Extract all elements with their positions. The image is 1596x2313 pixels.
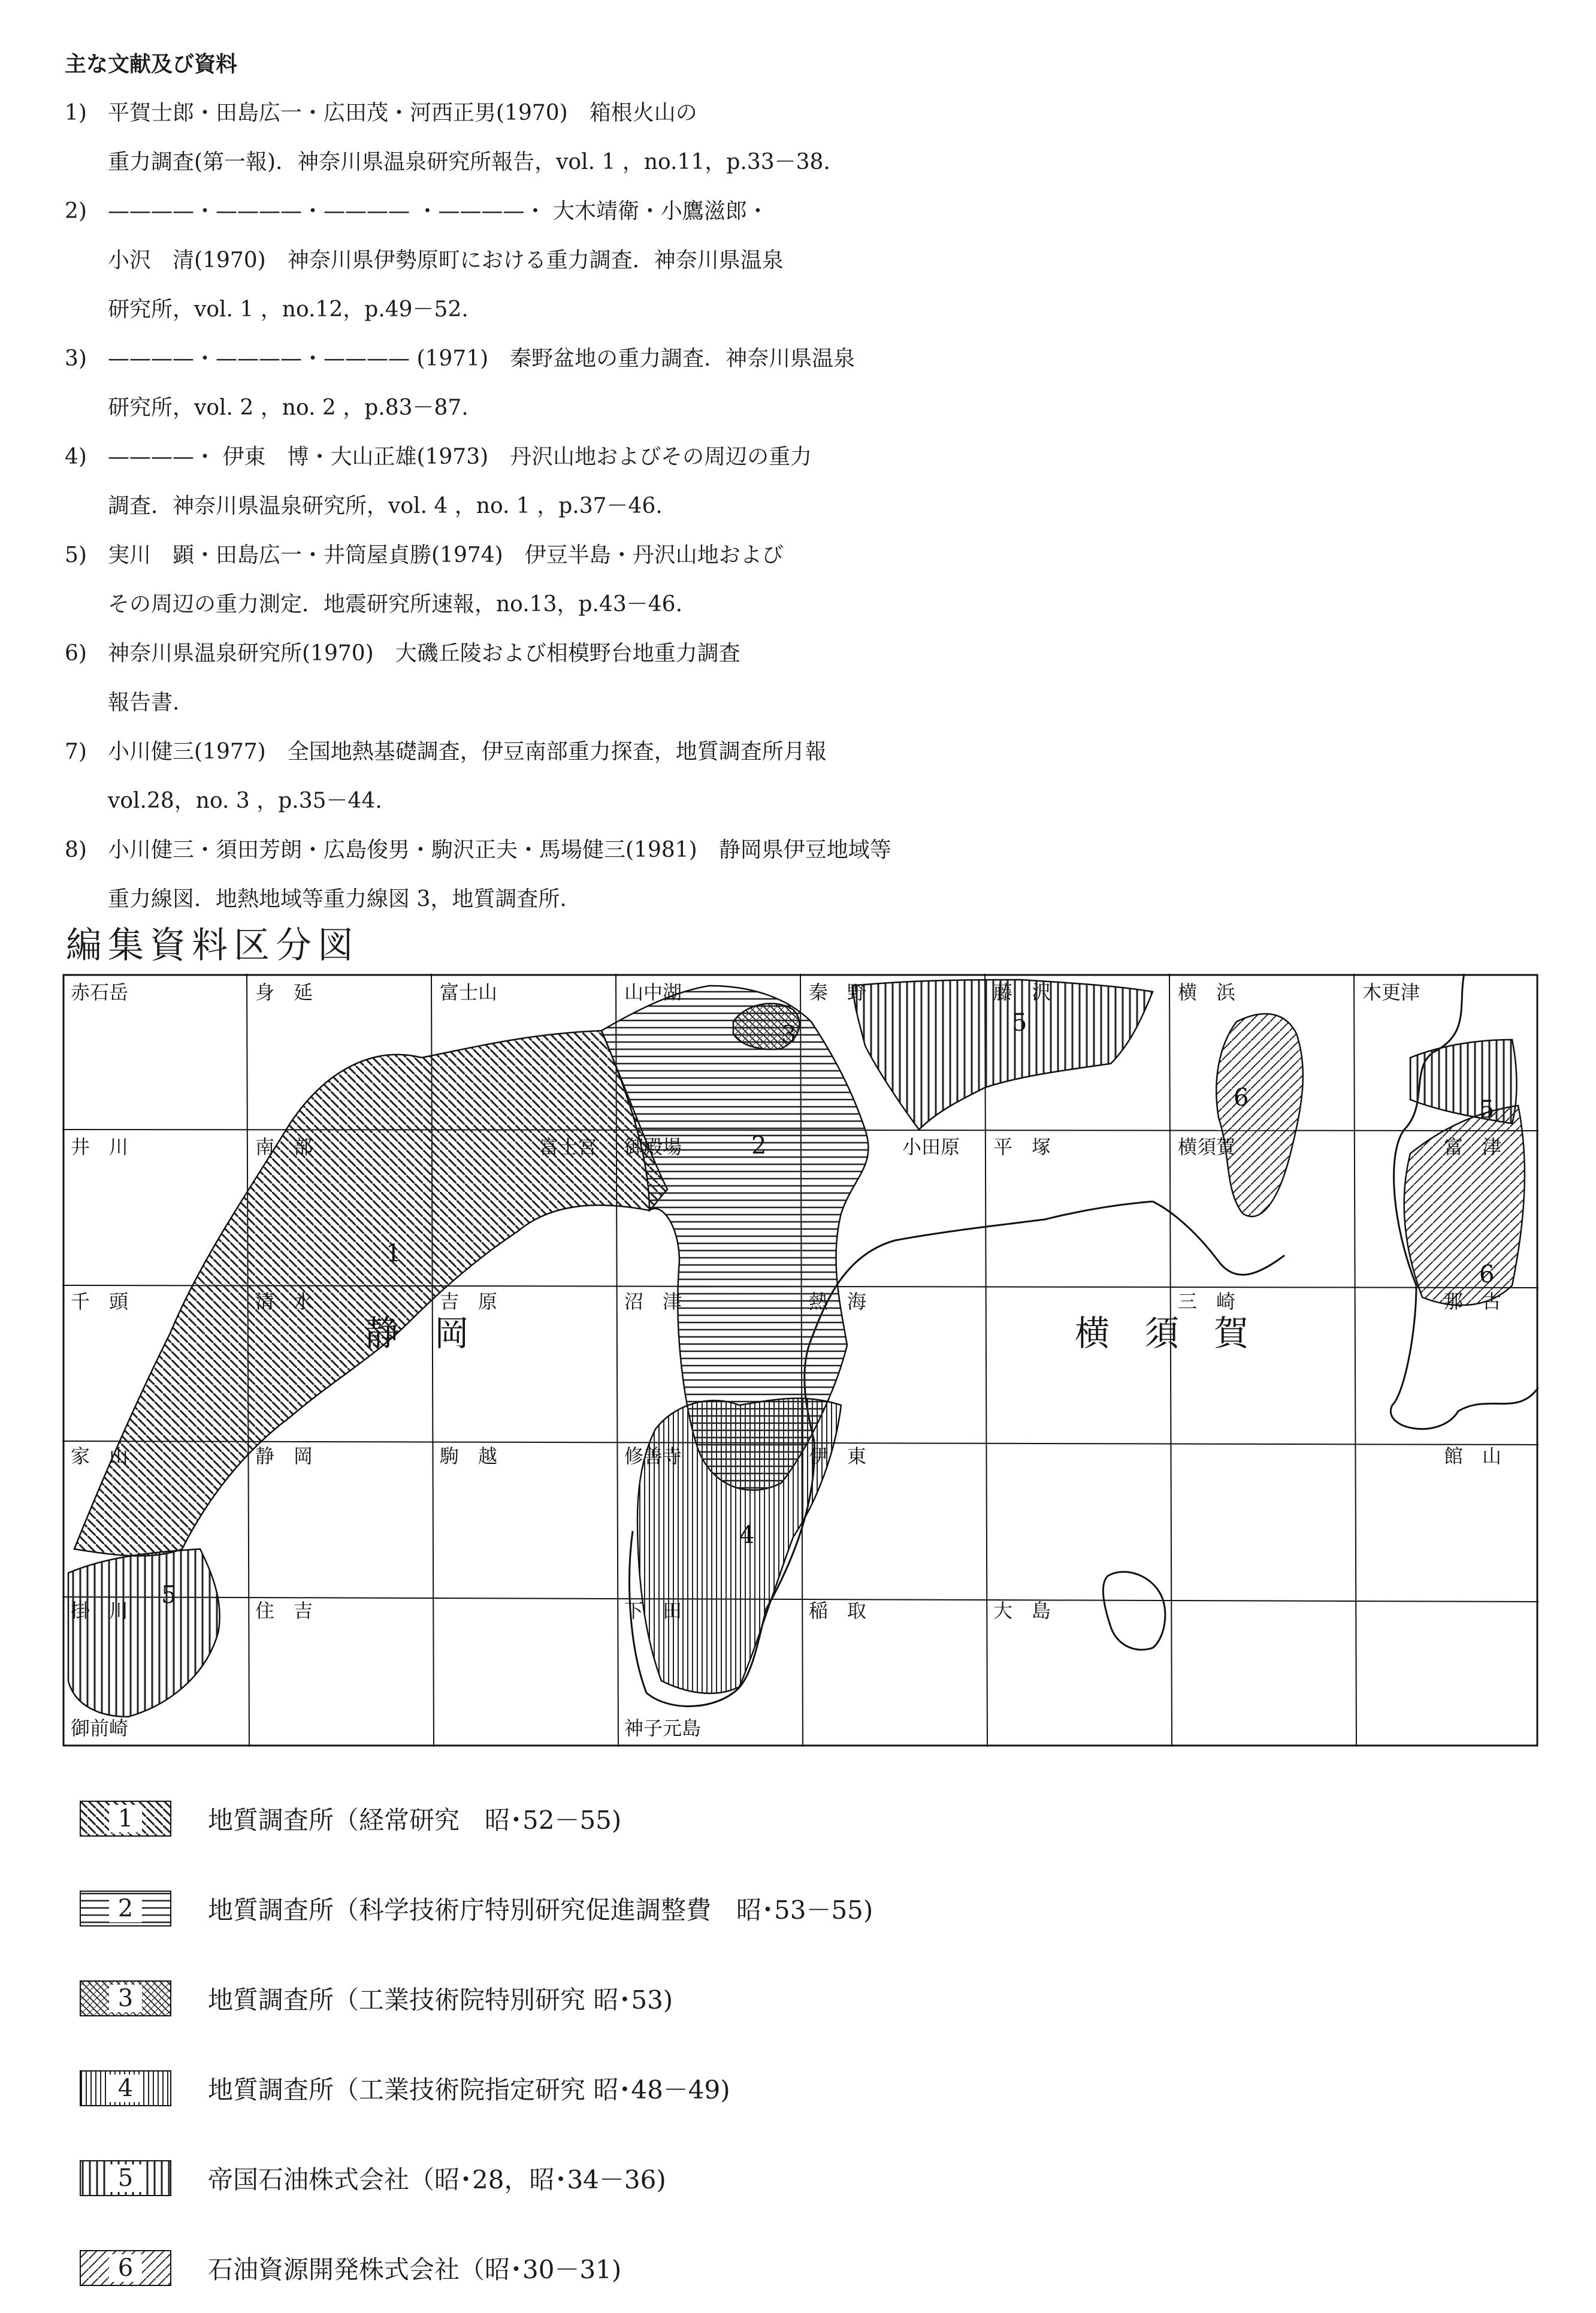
reference-number: 1) bbox=[65, 101, 87, 125]
sheet-label: 御前崎 bbox=[71, 1717, 129, 1740]
sheet-label: 家 山 bbox=[71, 1445, 129, 1467]
legend-label: 石油資源開発株式会社（昭･30－31) bbox=[208, 2255, 622, 2284]
sheet-label: 横 浜 bbox=[1178, 981, 1236, 1004]
legend-number: 3 bbox=[117, 1985, 134, 2012]
legend-item bbox=[79, 2133, 873, 2223]
region-number-6a: 6 bbox=[1234, 1084, 1249, 1112]
sheet-label: 南 部 bbox=[255, 1136, 313, 1158]
sheet-label: 富士山 bbox=[440, 981, 498, 1004]
reference-line: 小川健三・須田芳朗・広島俊男・駒沢正夫・馬場健三(1981) 静岡県伊豆地域等 bbox=[108, 838, 891, 862]
big-label-shizuoka: 静 岡 bbox=[365, 1313, 470, 1354]
region-number-1: 1 bbox=[386, 1240, 401, 1267]
legend-item bbox=[79, 2043, 873, 2133]
sheet-label: 静 岡 bbox=[255, 1445, 313, 1467]
sheet-label: 下 田 bbox=[624, 1599, 682, 1622]
reference-item bbox=[65, 187, 1263, 334]
legend-label: 地質調査所（経常研究 昭･52－55) bbox=[208, 1805, 622, 1835]
region-number-3: 3 bbox=[781, 1021, 797, 1049]
reference-line: 研究所，vol. 2 ，no. 2 ，p.83－87. bbox=[108, 395, 468, 420]
reference-number: 6) bbox=[65, 641, 87, 666]
legend-label: 帝国石油株式会社（昭･28，昭･34－36) bbox=[208, 2165, 666, 2194]
legend-swatch bbox=[79, 2160, 172, 2197]
legend-swatch bbox=[79, 1890, 172, 1927]
sheet-label: 富士宮 bbox=[539, 1136, 597, 1158]
sheet-label: 身 延 bbox=[255, 981, 313, 1004]
sheet-label: 那 古 bbox=[1444, 1290, 1502, 1313]
grid-line-vertical bbox=[985, 974, 987, 1747]
reference-line: ————・ 伊東 博・大山正雄(1973) 丹沢山地およびその周辺の重力 bbox=[108, 445, 812, 469]
reference-number: 8) bbox=[65, 838, 87, 862]
region-number-4: 4 bbox=[739, 1521, 755, 1549]
sheet-label: 横須賀 bbox=[1178, 1136, 1236, 1158]
reference-number: 2) bbox=[65, 199, 87, 224]
compilation-index-map bbox=[62, 974, 1538, 1747]
region-6-miura bbox=[1216, 1014, 1303, 1216]
reference-item bbox=[65, 826, 1263, 924]
reference-line: 実川 顕・田島広一・井筒屋貞勝(1974) 伊豆半島・丹沢山地および bbox=[108, 543, 784, 567]
legend-number: 1 bbox=[117, 1805, 134, 1832]
legend-number: 6 bbox=[117, 2254, 134, 2282]
region-5-omaezaki bbox=[68, 1549, 220, 1717]
sheet-label: 修善寺 bbox=[624, 1445, 682, 1467]
sheet-label: 熱 海 bbox=[809, 1290, 867, 1313]
map-legend bbox=[79, 1774, 873, 2313]
legend-item bbox=[79, 1864, 873, 1953]
region-1 bbox=[74, 1031, 667, 1556]
region-number-6b: 6 bbox=[1479, 1261, 1495, 1288]
reference-line: vol.28，no. 3 ，p.35－44. bbox=[108, 789, 382, 813]
legend-swatch bbox=[79, 1800, 172, 1837]
reference-item bbox=[65, 727, 1263, 826]
oshima-island bbox=[1103, 1572, 1165, 1650]
sheet-label: 藤 沢 bbox=[993, 981, 1051, 1004]
reference-line: 重力線図．地熱地域等重力線図 3，地質調査所. bbox=[108, 887, 567, 911]
reference-line: 平賀士郎・田島広一・広田茂・河西正男(1970) 箱根火山の bbox=[108, 101, 697, 125]
sheet-label: 大 島 bbox=[993, 1599, 1051, 1622]
reference-line: 重力調査(第一報)．神奈川県温泉研究所報告，vol. 1 ，no.11，p.33－38. bbox=[108, 150, 830, 174]
reference-line: ————・————・———— (1971) 秦野盆地の重力調査．神奈川県温泉 bbox=[108, 346, 856, 371]
references-section bbox=[65, 48, 1263, 924]
legend-number: 4 bbox=[117, 2075, 134, 2102]
reference-number: 5) bbox=[65, 543, 87, 567]
big-label-yokosuka: 横 須 賀 bbox=[1075, 1313, 1249, 1354]
sheet-label: 秦 野 bbox=[809, 981, 867, 1004]
sheet-label: 千 頭 bbox=[71, 1290, 129, 1313]
region-number-2: 2 bbox=[751, 1132, 767, 1159]
sheet-label: 伊 東 bbox=[809, 1445, 867, 1467]
legend-item bbox=[79, 1774, 873, 1864]
sheet-label: 平 塚 bbox=[993, 1136, 1051, 1158]
reference-number: 7) bbox=[65, 739, 87, 764]
sheet-label: 赤石岳 bbox=[71, 981, 129, 1004]
legend-label: 地質調査所（工業技術院特別研究 昭･53) bbox=[208, 1985, 673, 2015]
legend-item bbox=[79, 1953, 873, 2043]
sheet-label: 住 吉 bbox=[255, 1599, 313, 1622]
legend-label: 地質調査所（工業技術院指定研究 昭･48－49) bbox=[208, 2075, 730, 2104]
region-number-5c: 5 bbox=[1479, 1096, 1495, 1124]
region-number-5a: 5 bbox=[161, 1581, 177, 1609]
reference-line: その周辺の重力測定．地震研究所速報，no.13，p.43－46. bbox=[108, 592, 683, 617]
sheet-label: 沼 津 bbox=[624, 1290, 682, 1313]
sheet-label: 山中湖 bbox=[624, 981, 682, 1004]
sheet-label: 三 崎 bbox=[1178, 1290, 1236, 1313]
reference-item bbox=[65, 629, 1263, 727]
legend-number: 2 bbox=[117, 1895, 134, 1922]
sheet-label: 富 津 bbox=[1444, 1136, 1502, 1158]
legend-item bbox=[79, 2223, 873, 2313]
reference-line: 研究所，vol. 1 ，no.12，p.49－52. bbox=[108, 297, 468, 322]
reference-number: 3) bbox=[65, 346, 87, 371]
legend-swatch bbox=[79, 2070, 172, 2107]
sheet-label: 稲 取 bbox=[809, 1599, 867, 1622]
sheet-label: 掛 川 bbox=[71, 1599, 129, 1622]
sheet-label: 館 山 bbox=[1444, 1445, 1502, 1467]
sheet-label: 井 川 bbox=[71, 1136, 129, 1158]
grid-line-vertical bbox=[1354, 974, 1356, 1747]
legend-swatch bbox=[79, 1980, 172, 2017]
reference-list bbox=[65, 89, 1263, 924]
reference-line: 調査．神奈川県温泉研究所，vol. 4 ，no. 1 ，p.37－46. bbox=[108, 494, 663, 518]
reference-line: 小沢 清(1970) 神奈川県伊勢原町における重力調査．神奈川県温泉 bbox=[108, 248, 784, 273]
sheet-label: 小田原 bbox=[902, 1136, 960, 1158]
sheet-label: 吉 原 bbox=[440, 1290, 498, 1313]
miura-coast bbox=[1153, 1201, 1284, 1275]
reference-item bbox=[65, 531, 1263, 629]
legend-label: 地質調査所（科学技術庁特別研究促進調整費 昭･53－55) bbox=[208, 1895, 873, 1925]
references-heading: 主な文献及び資料 bbox=[65, 52, 238, 77]
sheet-label: 駒 越 bbox=[440, 1445, 498, 1467]
reference-line: 神奈川県温泉研究所(1970) 大磯丘陵および相模野台地重力調査 bbox=[108, 641, 740, 666]
grid-line-vertical bbox=[1169, 974, 1172, 1747]
reference-line: 小川健三(1977) 全国地熱基礎調査，伊豆南部重力探査，地質調査所月報 bbox=[108, 739, 827, 764]
legend-number: 5 bbox=[117, 2164, 134, 2192]
reference-number: 4) bbox=[65, 445, 87, 469]
reference-item bbox=[65, 433, 1263, 531]
reference-line: 報告書. bbox=[108, 690, 180, 715]
reference-item bbox=[65, 89, 1263, 187]
sheet-label: 御殿場 bbox=[624, 1136, 682, 1158]
map-title: 編集資料区分図 bbox=[66, 925, 359, 967]
region-number-5b: 5 bbox=[1012, 1009, 1027, 1037]
sheet-label: 木更津 bbox=[1362, 981, 1420, 1004]
sheet-label: 神子元島 bbox=[624, 1717, 702, 1740]
reference-item bbox=[65, 334, 1263, 433]
sheet-label: 清 水 bbox=[255, 1290, 313, 1313]
reference-line: ————・————・———— ・————・ 大木靖衛・小鷹滋郎・ bbox=[108, 199, 769, 224]
